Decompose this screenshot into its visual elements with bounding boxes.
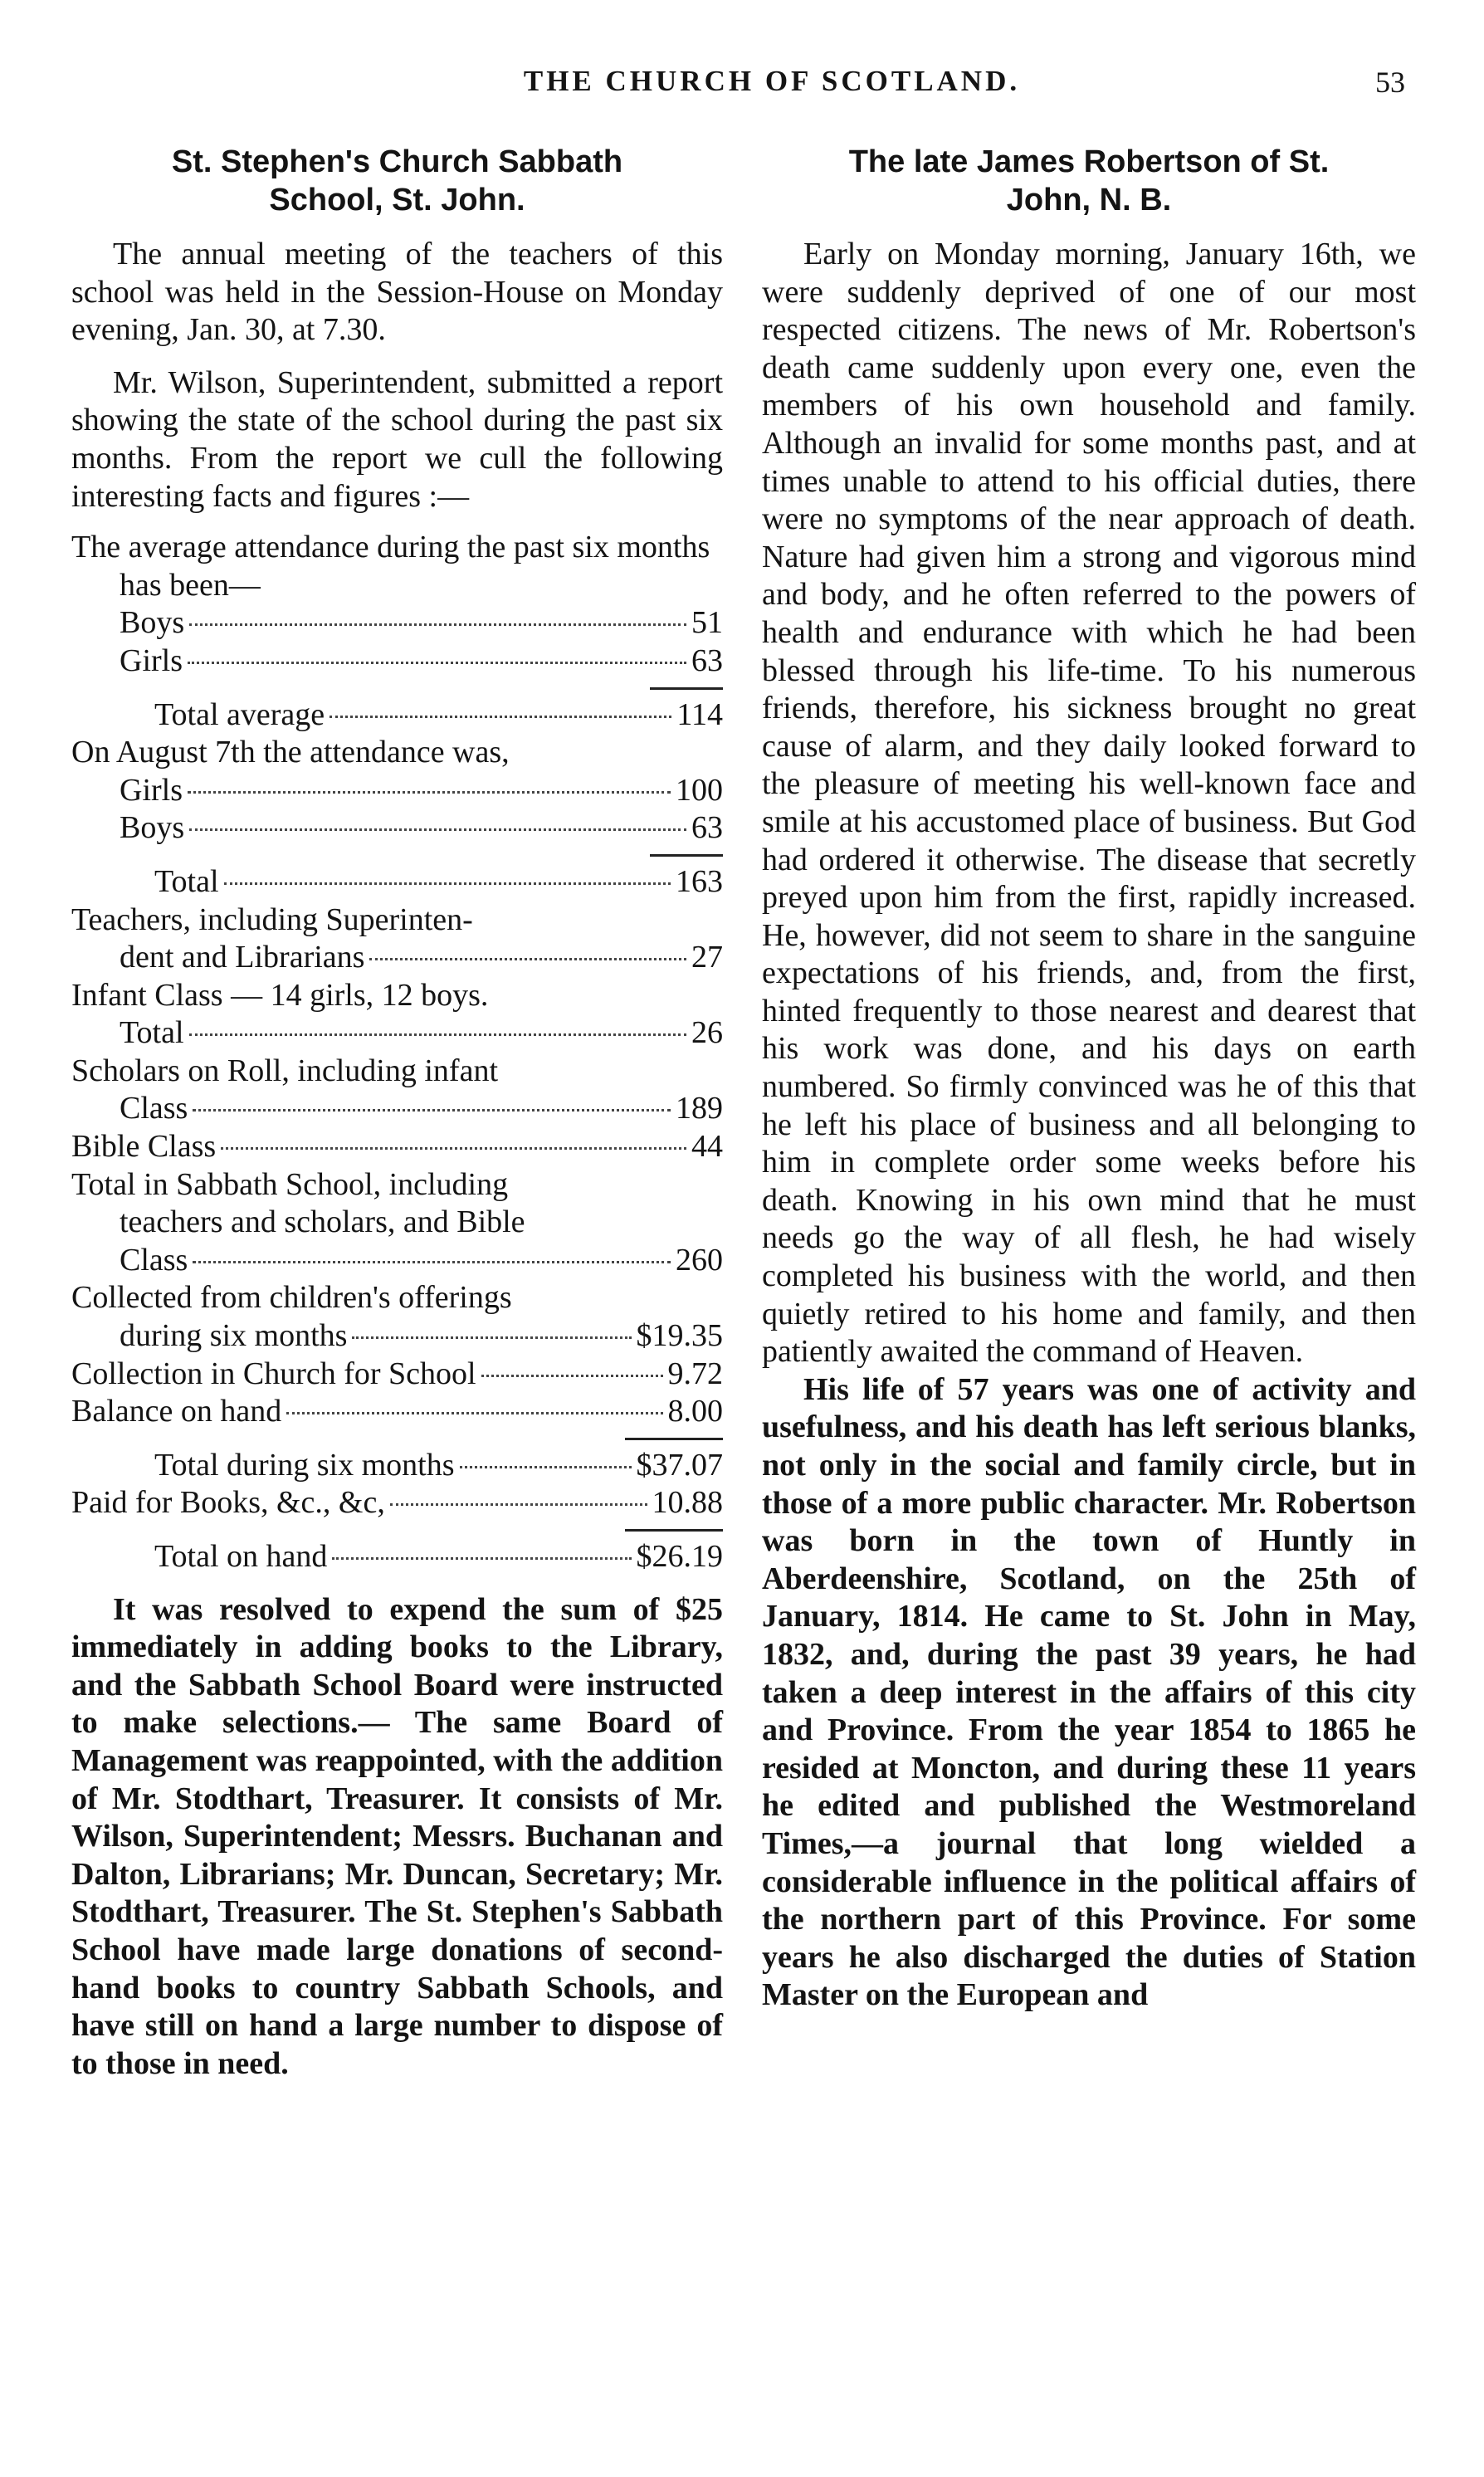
sum-rule (650, 687, 723, 690)
stat-row-total-average (71, 696, 723, 735)
stat-label: dent and Librarians (120, 940, 365, 975)
stat-value: 114 (676, 696, 723, 732)
stat-value: 10.88 (652, 1485, 723, 1521)
leader-dots (221, 1147, 686, 1150)
stat-august-intro (71, 734, 723, 772)
stat-label: Girls (120, 642, 183, 678)
stat-label: Total on hand (154, 1539, 328, 1574)
stat-total-school-line-1 (71, 1166, 723, 1204)
statistics-table (71, 529, 723, 1576)
stat-label: Infant Class — 14 girls, 12 boys. (71, 977, 489, 1013)
sum-rule (625, 1438, 723, 1440)
right-paragraph-2: His life of 57 years was one of activity and usefulness, and his death has left serious blanks, not only in the social and family circle, but in those of a more public character. Mr. Robertson was born in the town of Huntly in Aberdeenshire, Scotland, on the 25th of January, 1814. He came to St. John in May, 1832, and, during the past 39 years, he had taken a deep interest in the affairs of this city and Province. From the year 1854 to 1865 he resided at Moncton, and during these 11 years he edited and published the Westmoreland Times,—a journal that long wielded a considerable influence in the political affairs of the northern part of this Province. For some years he also discharged the duties of Station Master on the European and (762, 1371, 1416, 2013)
leader-dots (481, 1375, 663, 1377)
stat-label: Bible Class (71, 1129, 217, 1165)
sum-rule (625, 1529, 723, 1532)
stat-scholars-line-1 (71, 1053, 723, 1091)
stat-label: Total during six months (154, 1447, 455, 1483)
left-paragraph-3: It was resolved to expend the sum of $25 immediately in adding books to the Library, and the Sabbath School Board were instructed to make selections.— The same Board of Management was reappointed, with the addition of Mr. Stodthart, Treasurer. It consists of Mr. Wilson, Superintendent; Messrs. Buchanan and Dalton, Librarians; Mr. Duncan, Secretary; Mr. Stodthart, Treasurer. The St. Stephen's Sabbath School have made large donations of second-hand books to country Sabbath Schools, and have still on hand a large number to dispose of to those in need. (71, 1591, 723, 2081)
stats-intro: The average attendance during the past six months has been— (71, 530, 710, 603)
leader-dots (188, 791, 671, 794)
right-title-line-2: John, N. B. (1006, 183, 1172, 217)
stat-row-bible-class (71, 1128, 723, 1166)
stat-label: Total average (154, 696, 325, 732)
stat-row-girls-august (71, 772, 723, 810)
left-article-title (71, 143, 723, 219)
stat-label: Class (120, 1091, 188, 1126)
stat-label: Boys (120, 810, 185, 846)
leader-dots (330, 716, 671, 718)
left-column (71, 143, 723, 2083)
stat-label: Paid for Books, &c., &c, (71, 1485, 385, 1521)
stat-label: Scholars on Roll, including infant (71, 1053, 499, 1088)
stat-teachers-line-1 (71, 901, 723, 940)
right-title-line-1: The late James Robertson of St. (848, 144, 1330, 179)
stat-label: Balance on hand (71, 1394, 282, 1429)
left-title-line-2: School, St. John. (269, 183, 525, 217)
stat-label: Total (154, 863, 219, 899)
stat-row-girls-average (71, 642, 723, 681)
stat-label: Class (120, 1242, 188, 1278)
stat-value: 163 (676, 863, 723, 899)
leader-dots (332, 1557, 631, 1560)
stat-value: 26 (691, 1015, 723, 1051)
stat-row-total-on-hand (71, 1538, 723, 1576)
stat-total-school-line-2 (71, 1204, 723, 1242)
stat-label: Total (120, 1015, 184, 1051)
stat-value: 63 (691, 642, 723, 678)
stat-row-scholars (71, 1090, 723, 1128)
stat-value: 51 (691, 605, 723, 641)
left-paragraph-1: The annual meeting of the teachers of this school was held in the Session-House on Monday evening, Jan. 30, at 7.30. (71, 237, 723, 348)
stat-row-infant-total (71, 1014, 723, 1053)
stat-row-total-six-months (71, 1447, 723, 1485)
stat-value: $37.07 (636, 1447, 723, 1483)
stat-value: 44 (691, 1129, 723, 1165)
stat-infant-line-1 (71, 977, 723, 1015)
leader-dots (286, 1412, 662, 1414)
stat-value: 100 (676, 772, 723, 808)
left-paragraph-2: Mr. Wilson, Superintendent, submitted a report showing the state of the school during the past six months. From the report we cull the following interesting facts and figures :— (71, 364, 723, 514)
stat-label: Collected from children's offerings (71, 1280, 512, 1316)
stat-label: Collection in Church for School (71, 1356, 476, 1391)
stat-row-teachers (71, 939, 723, 977)
stat-label: teachers and scholars, and Bible (120, 1204, 525, 1240)
stat-row-church-collection (71, 1356, 723, 1394)
stat-label: Boys (120, 605, 185, 641)
stat-row-paid-books (71, 1484, 723, 1522)
sum-rule (650, 854, 723, 857)
stat-row-boys-average (71, 604, 723, 642)
stat-collected-line-1 (71, 1279, 723, 1317)
stat-value: $19.35 (636, 1318, 723, 1354)
leader-dots (189, 828, 686, 831)
leader-dots (460, 1466, 632, 1468)
left-title-line-1: St. Stephen's Church Sabbath (171, 144, 623, 179)
stat-row-balance (71, 1393, 723, 1431)
stat-value: 63 (691, 810, 723, 846)
stat-value: 189 (676, 1091, 723, 1126)
stat-row-total-school (71, 1242, 723, 1280)
leader-dots (188, 662, 686, 664)
right-paragraph-1: Early on Monday morning, January 16th, we were suddenly deprived of one of our most respected citizens. The news of Mr. Robertson's death came suddenly upon every one, even the members of his own household and family. Although an invalid for some months past, and at times unable to attend to his official duties, there were no symptoms of the near approach of death. Nature had given him a strong and vigorous mind and body, and he often referred to the powers of health and endurance with which he had been blessed through his life-time. To his numerous friends, therefore, his sickness brought no great cause of alarm, and they daily looked forward to the pleasure of meeting his well-known face and smile at his accustomed place of business. But God had ordered it otherwise. The disease that secretly preyed upon him from the first, rapidly increased. He, however, did not seem to share in the sanguine expectations of his friends, and, from the first, hinted frequently to those nearest and dearest that his work was done, and his days on earth numbered. So firmly convinced was he of this that he left his place of business and all belonging to him in complete order some weeks before his death. Knowing in his own mind that he must needs go the way of all flesh, he had wisely completed his business with the world, and then quietly retired to his home and family, and then patiently awaited the command of Heaven. (762, 237, 1416, 1370)
stat-value: 27 (691, 940, 723, 975)
leader-dots (189, 623, 686, 626)
running-header (0, 65, 1484, 106)
right-column (762, 143, 1416, 2015)
stat-row-collected (71, 1317, 723, 1356)
leader-dots (369, 958, 686, 960)
stat-value: $26.19 (636, 1539, 723, 1574)
leader-dots (193, 1109, 671, 1111)
right-article-title (762, 143, 1416, 219)
stat-value: 8.00 (667, 1394, 723, 1429)
stat-label: Total in Sabbath School, including (71, 1166, 509, 1202)
stat-row-boys-august (71, 809, 723, 848)
stat-label: On August 7th the attendance was, (71, 735, 510, 770)
page-number: 53 (1375, 66, 1405, 99)
stat-value: 9.72 (667, 1356, 723, 1391)
stat-label: Teachers, including Superinten- (71, 901, 473, 937)
stat-label: Girls (120, 772, 183, 808)
stat-row-total-august (71, 863, 723, 901)
leader-dots (352, 1336, 631, 1339)
leader-dots (224, 882, 671, 885)
stat-label: during six months (120, 1318, 348, 1354)
leader-dots (193, 1261, 671, 1263)
stat-value: 260 (676, 1242, 723, 1278)
leader-dots (189, 1033, 686, 1036)
leader-dots (390, 1503, 647, 1506)
running-title: THE CHURCH OF SCOTLAND. (523, 65, 1021, 97)
